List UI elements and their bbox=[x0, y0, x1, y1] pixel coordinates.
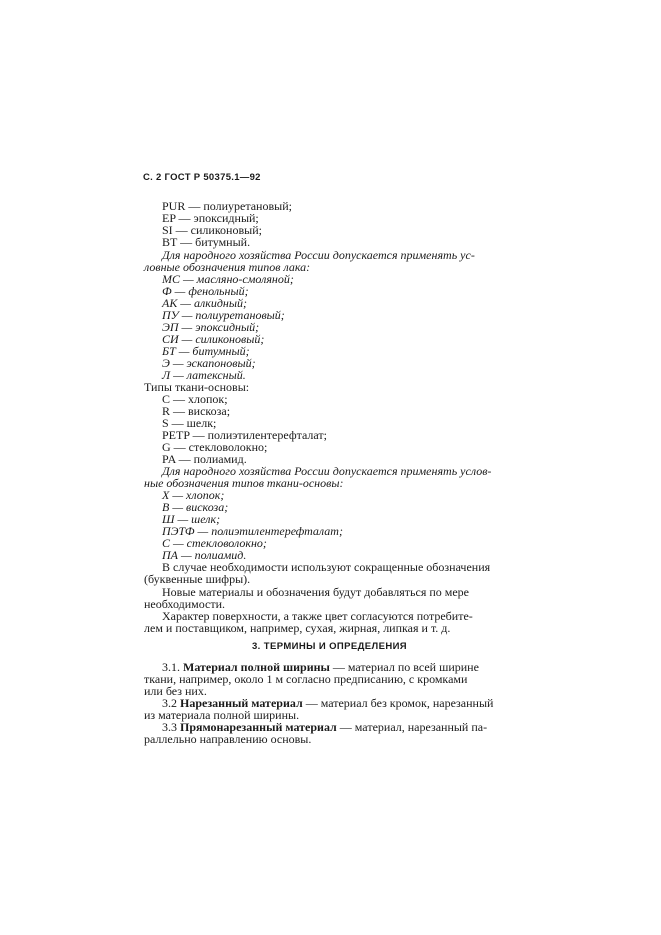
term-line: ткани, например, около 1 м согласно предписанию, с кромками bbox=[144, 672, 468, 686]
russia-note: ловные обозначения типов лака: bbox=[144, 260, 311, 274]
list-item: Ш — шелк; bbox=[162, 512, 221, 526]
term-line: раллельно направлению основы. bbox=[144, 732, 312, 746]
list-item: СИ — силиконовый; bbox=[162, 332, 265, 346]
list-item: ПУ — полиуретановый; bbox=[162, 308, 285, 322]
term-number: 3.1. bbox=[162, 660, 180, 674]
list-item: ПА — полиамид. bbox=[162, 548, 247, 562]
list-item: EP — эпоксидный; bbox=[162, 211, 259, 225]
term-definition: — материал, нарезанный па- bbox=[339, 720, 488, 734]
section-title: 3. ТЕРМИНЫ И ОПРЕДЕЛЕНИЯ bbox=[252, 641, 408, 652]
list-item: PUR — полиуретановый; bbox=[162, 199, 292, 213]
russia-note: Для народного хозяйства России допускается применять услов- bbox=[162, 464, 492, 478]
list-item: BT — битумный. bbox=[162, 235, 251, 249]
list-item: С — стекловолокно; bbox=[162, 536, 267, 550]
paragraph-line: лем и поставщиком, например, сухая, жирная, липкая и т. д. bbox=[144, 621, 451, 635]
list-item: Ф — фенольный; bbox=[162, 284, 249, 298]
term-definition: — материал без кромок, нарезанный bbox=[305, 696, 494, 710]
list-item: МС — масляно-смоляной; bbox=[162, 272, 294, 286]
list-item: Л — латексный. bbox=[162, 368, 246, 382]
paragraph-line: необходимости. bbox=[144, 597, 226, 611]
list-item: G — стекловолокно; bbox=[162, 440, 268, 454]
term-name: Прямонарезанный материал bbox=[180, 720, 337, 734]
list-item: SI — силиконовый; bbox=[162, 223, 262, 237]
list-item: C — хлопок; bbox=[162, 392, 228, 406]
paragraph-line: Новые материалы и обозначения будут добавляться по мере bbox=[162, 585, 470, 599]
list-item: АК — алкидный; bbox=[162, 296, 247, 310]
list-item: PA — полиамид. bbox=[162, 452, 247, 466]
term-definition: — материал по всей ширине bbox=[332, 660, 479, 674]
paragraph-line: Характер поверхности, а также цвет согласуются потребите- bbox=[162, 609, 473, 623]
paragraph-line: (буквенные шифры). bbox=[144, 572, 251, 586]
term-number: 3.3 bbox=[162, 720, 177, 734]
list-item: PETP — полиэтилентерефталат; bbox=[162, 428, 328, 442]
term-line: или без них. bbox=[144, 684, 207, 698]
list-item: Х — хлопок; bbox=[162, 488, 225, 502]
list-item: БТ — битумный; bbox=[162, 344, 250, 358]
list-item: ЭП — эпоксидный; bbox=[162, 320, 260, 334]
list-item: ПЭТФ — полиэтилентерефталат; bbox=[162, 524, 343, 538]
list-item: В — вискоза; bbox=[162, 500, 229, 514]
list-item: Э — эскапоновый; bbox=[162, 356, 256, 370]
list-item: R — вискоза; bbox=[162, 404, 231, 418]
list-item: S — шелк; bbox=[162, 416, 217, 430]
term-name: Нарезанный материал bbox=[180, 696, 303, 710]
page-header: С. 2 ГОСТ Р 50375.1—92 bbox=[143, 172, 261, 183]
term-number: 3.2 bbox=[162, 696, 177, 710]
paragraph-line: В случае необходимости используют сокращенные обозначения bbox=[162, 560, 491, 574]
russia-note: ные обозначения типов ткани-основы: bbox=[144, 476, 344, 490]
term-line: из материала полной ширины. bbox=[144, 708, 300, 722]
fabric-heading: Типы ткани-основы: bbox=[144, 380, 250, 394]
term-name: Материал полной ширины bbox=[183, 660, 330, 674]
russia-note: Для народного хозяйства России допускается применять ус- bbox=[162, 248, 475, 262]
